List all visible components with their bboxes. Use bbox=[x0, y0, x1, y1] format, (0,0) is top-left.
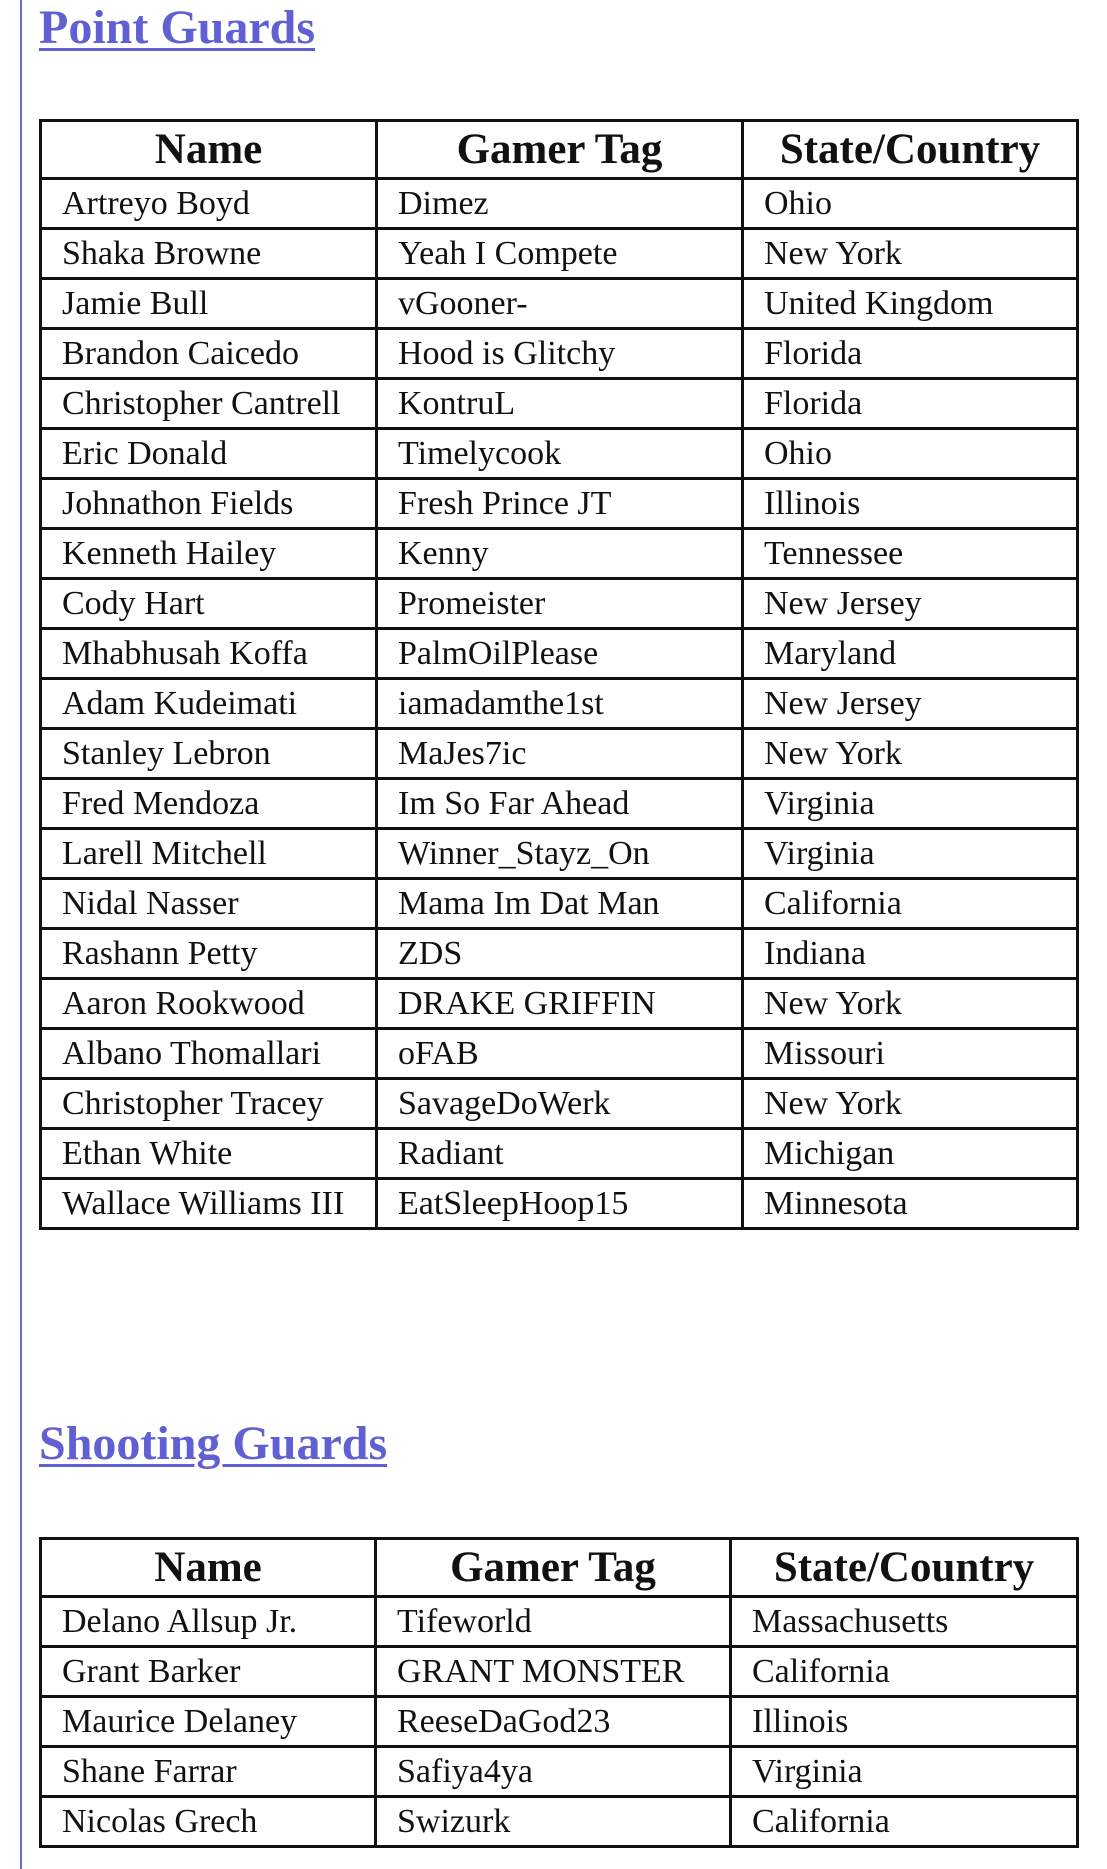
state-country-cell: California bbox=[743, 879, 1078, 929]
player-name-cell: Nicolas Grech bbox=[41, 1797, 376, 1847]
table-row bbox=[41, 479, 1078, 529]
player-name-cell: Shane Farrar bbox=[41, 1747, 376, 1797]
gamer-tag-cell: Winner_Stayz_On bbox=[377, 829, 743, 879]
gamer-tag-cell: Im So Far Ahead bbox=[377, 779, 743, 829]
player-name-cell: Christopher Tracey bbox=[41, 1079, 377, 1129]
player-name-cell: Artreyo Boyd bbox=[41, 179, 377, 229]
table-row bbox=[41, 329, 1078, 379]
column-header-state-country: State/Country bbox=[731, 1539, 1078, 1597]
player-name-cell: Delano Allsup Jr. bbox=[41, 1597, 376, 1647]
table-header bbox=[41, 121, 1078, 179]
point-guards-heading-link[interactable]: Point Guards bbox=[39, 1, 316, 54]
table-row bbox=[41, 1747, 1078, 1797]
shooting-guards-table bbox=[39, 1537, 1079, 1848]
table-row bbox=[41, 529, 1078, 579]
state-country-cell: New Jersey bbox=[743, 679, 1078, 729]
player-name-cell: Ethan White bbox=[41, 1129, 377, 1179]
state-country-cell: California bbox=[731, 1647, 1078, 1697]
table-row bbox=[41, 1179, 1078, 1229]
table-row bbox=[41, 229, 1078, 279]
state-country-cell: Indiana bbox=[743, 929, 1078, 979]
left-border-rule bbox=[20, 0, 22, 1869]
table-row bbox=[41, 829, 1078, 879]
state-country-cell: Maryland bbox=[743, 629, 1078, 679]
player-name-cell: Johnathon Fields bbox=[41, 479, 377, 529]
table-row bbox=[41, 1079, 1078, 1129]
state-country-cell: Michigan bbox=[743, 1129, 1078, 1179]
gamer-tag-cell: vGooner- bbox=[377, 279, 743, 329]
state-country-cell: Massachusetts bbox=[731, 1597, 1078, 1647]
table-row bbox=[41, 779, 1078, 829]
gamer-tag-cell: Safiya4ya bbox=[376, 1747, 731, 1797]
table-row bbox=[41, 679, 1078, 729]
column-header-state-country: State/Country bbox=[743, 121, 1078, 179]
table-row bbox=[41, 1597, 1078, 1647]
table-row bbox=[41, 1697, 1078, 1747]
gamer-tag-cell: MaJes7ic bbox=[377, 729, 743, 779]
table-row bbox=[41, 579, 1078, 629]
table-row bbox=[41, 629, 1078, 679]
state-country-cell: United Kingdom bbox=[743, 279, 1078, 329]
player-name-cell: Nidal Nasser bbox=[41, 879, 377, 929]
state-country-cell: New Jersey bbox=[743, 579, 1078, 629]
gamer-tag-cell: ZDS bbox=[377, 929, 743, 979]
gamer-tag-cell: Radiant bbox=[377, 1129, 743, 1179]
gamer-tag-cell: Fresh Prince JT bbox=[377, 479, 743, 529]
player-name-cell: Larell Mitchell bbox=[41, 829, 377, 879]
table-row bbox=[41, 1029, 1078, 1079]
player-name-cell: Shaka Browne bbox=[41, 229, 377, 279]
state-country-cell: Virginia bbox=[731, 1747, 1078, 1797]
player-name-cell: Cody Hart bbox=[41, 579, 377, 629]
column-header-gamer-tag: Gamer Tag bbox=[377, 121, 743, 179]
player-name-cell: Maurice Delaney bbox=[41, 1697, 376, 1747]
table-row bbox=[41, 379, 1078, 429]
table-row bbox=[41, 1647, 1078, 1697]
player-name-cell: Stanley Lebron bbox=[41, 729, 377, 779]
player-name-cell: Eric Donald bbox=[41, 429, 377, 479]
state-country-cell: Virginia bbox=[743, 779, 1078, 829]
gamer-tag-cell: KontruL bbox=[377, 379, 743, 429]
state-country-cell: New York bbox=[743, 229, 1078, 279]
table-header bbox=[41, 1539, 1078, 1597]
gamer-tag-cell: Dimez bbox=[377, 179, 743, 229]
table-row bbox=[41, 729, 1078, 779]
player-name-cell: Fred Mendoza bbox=[41, 779, 377, 829]
player-name-cell: Wallace Williams III bbox=[41, 1179, 377, 1229]
state-country-cell: Illinois bbox=[743, 479, 1078, 529]
header-row bbox=[41, 1539, 1078, 1597]
player-name-cell: Kenneth Hailey bbox=[41, 529, 377, 579]
table-row bbox=[41, 1797, 1078, 1847]
gamer-tag-cell: EatSleepHoop15 bbox=[377, 1179, 743, 1229]
player-name-cell: Grant Barker bbox=[41, 1647, 376, 1697]
table-row bbox=[41, 279, 1078, 329]
gamer-tag-cell: Yeah I Compete bbox=[377, 229, 743, 279]
gamer-tag-cell: oFAB bbox=[377, 1029, 743, 1079]
gamer-tag-cell: ReeseDaGod23 bbox=[376, 1697, 731, 1747]
table-body bbox=[41, 179, 1078, 1229]
state-country-cell: Ohio bbox=[743, 179, 1078, 229]
point-guards-table bbox=[39, 119, 1079, 1230]
state-country-cell: Florida bbox=[743, 379, 1078, 429]
gamer-tag-cell: Swizurk bbox=[376, 1797, 731, 1847]
gamer-tag-cell: Hood is Glitchy bbox=[377, 329, 743, 379]
state-country-cell: Minnesota bbox=[743, 1179, 1078, 1229]
player-name-cell: Adam Kudeimati bbox=[41, 679, 377, 729]
player-name-cell: Rashann Petty bbox=[41, 929, 377, 979]
state-country-cell: Tennessee bbox=[743, 529, 1078, 579]
header-row bbox=[41, 121, 1078, 179]
state-country-cell: Illinois bbox=[731, 1697, 1078, 1747]
state-country-cell: New York bbox=[743, 729, 1078, 779]
gamer-tag-cell: iamadamthe1st bbox=[377, 679, 743, 729]
player-name-cell: Aaron Rookwood bbox=[41, 979, 377, 1029]
table-row bbox=[41, 879, 1078, 929]
player-name-cell: Jamie Bull bbox=[41, 279, 377, 329]
gamer-tag-cell: GRANT MONSTER bbox=[376, 1647, 731, 1697]
table-body bbox=[41, 1597, 1078, 1847]
gamer-tag-cell: Mama Im Dat Man bbox=[377, 879, 743, 929]
state-country-cell: Florida bbox=[743, 329, 1078, 379]
gamer-tag-cell: Promeister bbox=[377, 579, 743, 629]
gamer-tag-cell: PalmOilPlease bbox=[377, 629, 743, 679]
state-country-cell: New York bbox=[743, 1079, 1078, 1129]
state-country-cell: New York bbox=[743, 979, 1078, 1029]
player-name-cell: Albano Thomallari bbox=[41, 1029, 377, 1079]
gamer-tag-cell: Kenny bbox=[377, 529, 743, 579]
table-row bbox=[41, 929, 1078, 979]
column-header-name: Name bbox=[41, 1539, 376, 1597]
state-country-cell: California bbox=[731, 1797, 1078, 1847]
table-row bbox=[41, 1129, 1078, 1179]
player-name-cell: Christopher Cantrell bbox=[41, 379, 377, 429]
gamer-tag-cell: DRAKE GRIFFIN bbox=[377, 979, 743, 1029]
state-country-cell: Virginia bbox=[743, 829, 1078, 879]
table-row bbox=[41, 179, 1078, 229]
column-header-name: Name bbox=[41, 121, 377, 179]
gamer-tag-cell: Tifeworld bbox=[376, 1597, 731, 1647]
shooting-guards-heading-link[interactable]: Shooting Guards bbox=[39, 1417, 388, 1470]
table-row bbox=[41, 979, 1078, 1029]
gamer-tag-cell: Timelycook bbox=[377, 429, 743, 479]
state-country-cell: Missouri bbox=[743, 1029, 1078, 1079]
player-name-cell: Mhabhusah Koffa bbox=[41, 629, 377, 679]
gamer-tag-cell: SavageDoWerk bbox=[377, 1079, 743, 1129]
state-country-cell: Ohio bbox=[743, 429, 1078, 479]
player-name-cell: Brandon Caicedo bbox=[41, 329, 377, 379]
column-header-gamer-tag: Gamer Tag bbox=[376, 1539, 731, 1597]
table-row bbox=[41, 429, 1078, 479]
